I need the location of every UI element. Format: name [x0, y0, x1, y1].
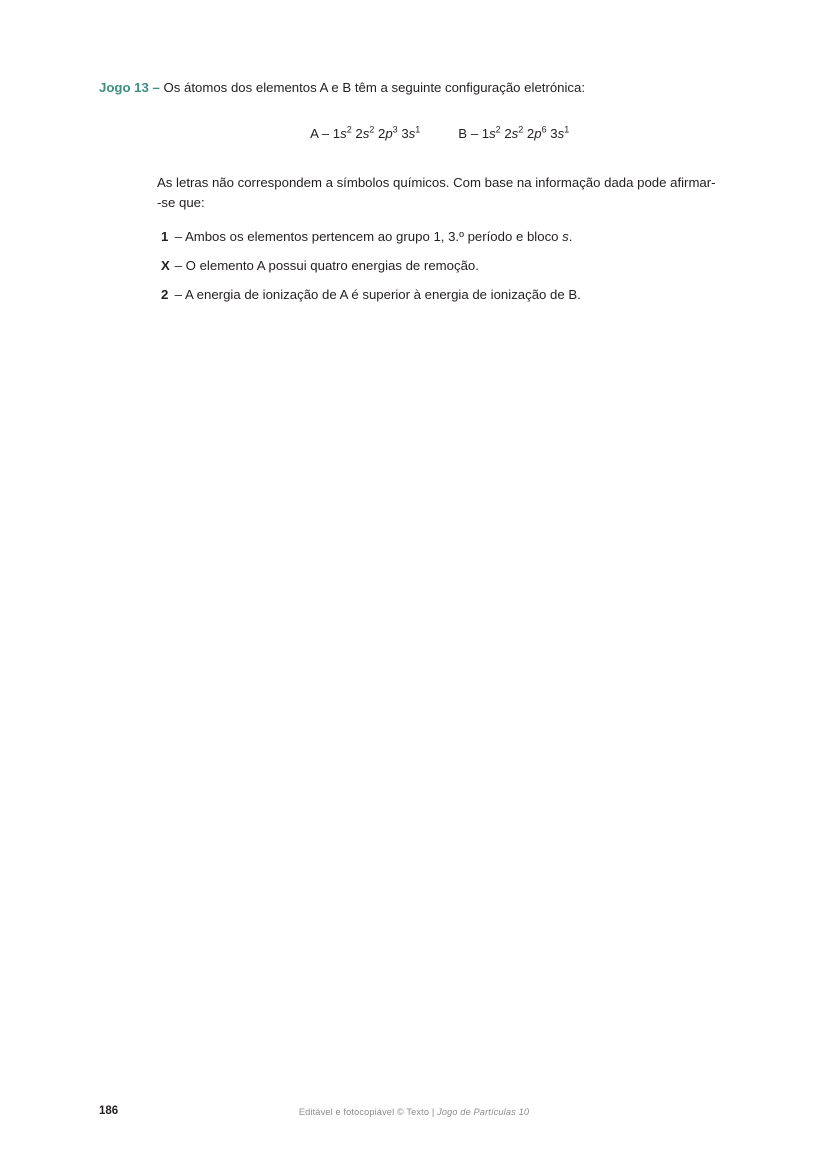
config-b-exp-1: 2: [495, 124, 501, 135]
instruction-line-1: As letras não correspondem a símbolos químicos. Com base na informação dada pode afirmar-: [157, 175, 716, 191]
config-b-orbital-2p: p: [534, 126, 542, 142]
config-b-prefix: B – 1: [458, 126, 490, 142]
exercise-block: [99, 78, 739, 314]
config-a-exp-1: 2: [346, 124, 352, 135]
config-a-exp-3: 3: [392, 124, 398, 135]
exercise-label: Jogo 13: [99, 80, 149, 95]
exercise-instruction: [157, 173, 730, 213]
config-b-orbital-2s: s: [511, 126, 519, 142]
configuration-a: [310, 126, 420, 141]
instruction-line-2: -se que:: [157, 195, 205, 211]
option-1-text: Ambos os elementos pertencem ao grupo 1, 3.º período e bloco: [184, 229, 563, 245]
config-a-orbital-1s: s: [340, 126, 347, 142]
option-2-dash: –: [171, 287, 185, 303]
footer-credit-title: Jogo de Partículas 10: [437, 1107, 530, 1117]
config-a-exp-2: 2: [369, 124, 375, 135]
config-a-orbital-2s: s: [362, 126, 370, 142]
footer-credit: [0, 1107, 828, 1117]
option-2-text: A energia de ionização de A é superior à energia de ionização de B.: [184, 287, 581, 303]
option-x: [161, 256, 739, 276]
config-b-mid-2: 2: [523, 126, 535, 142]
option-x-key: X: [161, 258, 170, 274]
exercise-label-dash: –: [148, 80, 164, 95]
config-a-prefix: A – 1: [310, 126, 341, 142]
config-b-orbital-1s: s: [489, 126, 496, 142]
option-x-dash: –: [171, 258, 186, 274]
config-b-exp-2: 2: [518, 124, 524, 135]
config-b-mid-3: 3: [546, 126, 558, 142]
option-2: [161, 285, 739, 305]
option-1-italic: s: [562, 229, 569, 245]
option-2-key: 2: [161, 287, 169, 303]
page-number: 186: [99, 1105, 119, 1117]
config-b-exp-4: 1: [564, 124, 570, 135]
exercise-stem: [99, 78, 739, 97]
config-a-mid-2: 2: [374, 126, 386, 142]
configuration-b: [458, 126, 569, 141]
electron-configurations: [99, 111, 739, 156]
config-a-orbital-2p: p: [385, 126, 393, 142]
option-1: [161, 227, 739, 247]
page-footer: [0, 1105, 828, 1129]
config-b-exp-3: 6: [541, 124, 547, 135]
config-a-orbital-3s: s: [408, 126, 416, 142]
config-b-mid-1: 2: [500, 126, 512, 142]
exercise-stem-text: Os átomos dos elementos A e B têm a seguinte configuração eletrónica:: [163, 80, 586, 95]
options-list: [161, 227, 739, 305]
footer-credit-plain: Editável e fotocopiável © Texto |: [298, 1107, 438, 1117]
option-x-text: O elemento A possui quatro energias de remoção.: [185, 258, 479, 274]
option-1-key: 1: [161, 229, 169, 245]
config-a-mid-3: 3: [397, 126, 409, 142]
config-a-mid-1: 2: [351, 126, 363, 142]
config-a-exp-4: 1: [415, 124, 421, 135]
option-1-dash: –: [171, 229, 185, 245]
option-1-text-after: .: [568, 229, 573, 245]
config-b-orbital-3s: s: [557, 126, 565, 142]
